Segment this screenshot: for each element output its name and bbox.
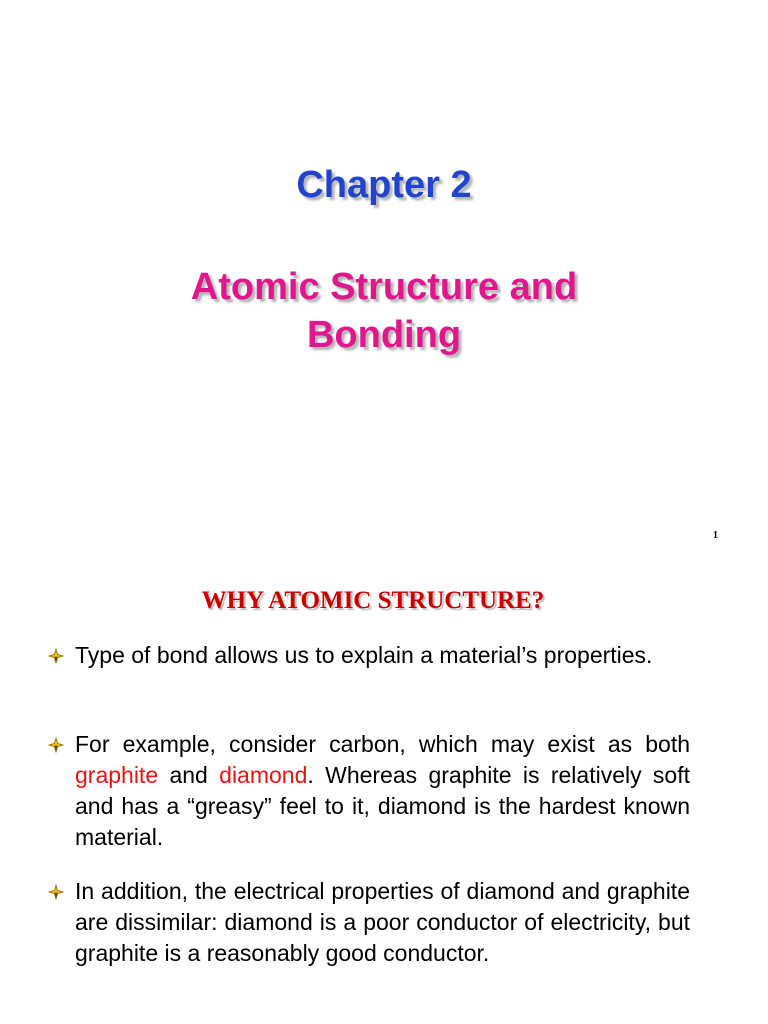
subtitle-line-1: Atomic Structure and (190, 266, 578, 308)
bullet-text: Type of bond allows us to explain a material’s properties. (75, 642, 653, 668)
bullet-text: In addition, the electrical properties of diamond and graphite are dissimilar: diamond is a poor conductor of electricity, but graphite is a reasonably good conductor. (75, 878, 690, 966)
slide-2 (0, 550, 768, 1024)
bullet-text-part: For example, consider carbon, which may exist as both (75, 731, 690, 757)
bullet-text-part: and (158, 762, 220, 788)
chapter-title: Chapter 2 (296, 164, 472, 206)
bullet-item-1 (48, 640, 690, 671)
bullet-text-part: . Whereas graphite is relatively soft and has a “greasy” feel to it, diamond is the hardest known material. (75, 762, 690, 850)
bullet-text (75, 729, 690, 853)
slide-heading: WHY ATOMIC STRUCTURE? (201, 587, 545, 614)
highlight-graphite: graphite (75, 762, 159, 788)
bullet-item-3 (48, 876, 690, 969)
chapter-subtitle (0, 263, 768, 359)
star-bullet-icon (48, 648, 64, 664)
page-number: 1 (713, 530, 718, 541)
bullet-item-2 (48, 729, 690, 853)
subtitle-line-2: Bonding (306, 314, 462, 356)
star-bullet-icon (48, 737, 64, 753)
highlight-diamond: diamond (219, 762, 308, 788)
star-bullet-icon (48, 884, 64, 900)
